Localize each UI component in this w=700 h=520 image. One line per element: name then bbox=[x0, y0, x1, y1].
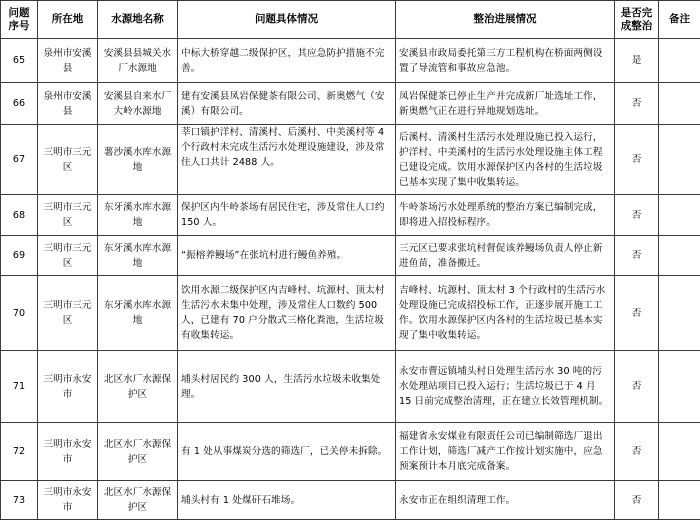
note-cell bbox=[659, 276, 700, 351]
progress-cell: 凤岩保健茶已停止生产并完成新厂址选址工作，新奥燃气正在进行异地规划选址。 bbox=[396, 83, 615, 125]
done-cell: 否 bbox=[615, 195, 659, 236]
progress-cell: 后溪村、清溪村生活污水处理设施已投入运行，护洋村、中美溪村的生活污水处理设施主体工程已建设完成。饮用水源保护区内各村的生活垃圾已基本实现了集中收集转运。 bbox=[396, 125, 615, 195]
progress-cell: 永安市正在组织清理工作。 bbox=[396, 481, 615, 520]
progress-cell: 永安市曹远镇埔头村日处理生活污水 30 吨的污水处理站项目已投入运行；生活垃圾已于 4 月 15 日前完成整治清理，正在建立长效管理机制。 bbox=[396, 351, 615, 423]
table-row bbox=[1, 481, 700, 520]
location-cell: 泉州市安溪县 bbox=[38, 83, 98, 125]
problem-cell: 埔头村居民约 300 人，生活污水垃圾未收集处理。 bbox=[178, 351, 396, 423]
done-cell: 否 bbox=[615, 351, 659, 423]
progress-cell: 福建省永安煤业有限责任公司已编制筛选厂退出工作计划，筛选厂减产工作按计划实施中，应急预案预计本月底完成备案。 bbox=[396, 423, 615, 481]
problem-cell: 饮用水源二级保护区内吉峰村、坑源村、顶太村生活污水未集中处理，涉及常住人口数约 500 人，已建有 70 户分散式三格化粪池，生活垃圾有收集转运。 bbox=[178, 276, 396, 351]
note-cell bbox=[659, 481, 700, 520]
header-problem: 问题具体情况 bbox=[178, 1, 396, 39]
note-cell bbox=[659, 236, 700, 276]
progress-cell: 安溪县市政局委托第三方工程机构在桥面两侧设置了导流管和事故应急池。 bbox=[396, 39, 615, 83]
row-number: 65 bbox=[1, 39, 38, 83]
water-source-cell: 东牙溪水库水源地 bbox=[98, 236, 178, 276]
row-number: 67 bbox=[1, 125, 38, 195]
note-cell bbox=[659, 83, 700, 125]
done-cell: 否 bbox=[615, 83, 659, 125]
location-cell: 三明市永安市 bbox=[38, 481, 98, 520]
problem-cell: 保护区内牛岭茶场有居民住宅，涉及常住人口约 150 人。 bbox=[178, 195, 396, 236]
header-no: 问题序号 bbox=[1, 1, 38, 39]
problem-cell: “振榕养鳗场”在张坑村进行鳗鱼养殖。 bbox=[178, 236, 396, 276]
row-number: 70 bbox=[1, 276, 38, 351]
water-source-cell: 东牙溪水库水源地 bbox=[98, 195, 178, 236]
header-done: 是否完成整治 bbox=[615, 1, 659, 39]
problem-cell: 莘口镇护洋村、清溪村、后溪村、中美溪村等 4 个行政村未完成生活污水处理设施建设，涉及常住人口共计 2488 人。 bbox=[178, 125, 396, 195]
done-cell: 否 bbox=[615, 125, 659, 195]
water-source-cell: 北区水厂水源保护区 bbox=[98, 423, 178, 481]
problem-cell: 建有安溪县凤岩保健茶有限公司、新奥燃气（安溪）有限公司。 bbox=[178, 83, 396, 125]
location-cell: 三明市三元区 bbox=[38, 125, 98, 195]
header-progress: 整治进展情况 bbox=[396, 1, 615, 39]
header-note: 备注 bbox=[659, 1, 700, 39]
header-row bbox=[1, 1, 700, 39]
water-source-cell: 薯沙溪水库水源地 bbox=[98, 125, 178, 195]
note-cell bbox=[659, 125, 700, 195]
water-source-cell: 北区水厂水源保护区 bbox=[98, 351, 178, 423]
problem-cell: 埔头村有 1 处煤矸石堆场。 bbox=[178, 481, 396, 520]
done-cell: 否 bbox=[615, 276, 659, 351]
table-row bbox=[1, 351, 700, 423]
location-cell: 泉州市安溪县 bbox=[38, 39, 98, 83]
table-row bbox=[1, 39, 700, 83]
location-cell: 三明市三元区 bbox=[38, 236, 98, 276]
done-cell: 是 bbox=[615, 39, 659, 83]
progress-cell: 三元区已要求张坑村督促该养鳗场负责人停止新进鱼苗，准备搬迁。 bbox=[396, 236, 615, 276]
header-location: 所在地 bbox=[38, 1, 98, 39]
progress-cell: 吉峰村、坑源村、顶太村 3 个行政村的生活污水处理设施已完成招投标工作，正逐步展开施工工作。饮用水源保护区内各村的生活垃圾已基本实现了集中收集转运。 bbox=[396, 276, 615, 351]
table-row bbox=[1, 83, 700, 125]
table-row bbox=[1, 236, 700, 276]
location-cell: 三明市永安市 bbox=[38, 423, 98, 481]
row-number: 66 bbox=[1, 83, 38, 125]
problem-cell: 有 1 处从事煤炭分选的筛选厂，已关停未拆除。 bbox=[178, 423, 396, 481]
water-source-cell: 北区水厂水源保护区 bbox=[98, 481, 178, 520]
done-cell: 否 bbox=[615, 236, 659, 276]
table-row bbox=[1, 195, 700, 236]
done-cell: 否 bbox=[615, 481, 659, 520]
row-number: 71 bbox=[1, 351, 38, 423]
water-source-cell: 安溪县自来水厂大岭水源地 bbox=[98, 83, 178, 125]
row-number: 72 bbox=[1, 423, 38, 481]
location-cell: 三明市三元区 bbox=[38, 276, 98, 351]
water-source-cell: 东牙溪水库水源地 bbox=[98, 276, 178, 351]
table-row bbox=[1, 423, 700, 481]
progress-cell: 牛岭茶场污水处理系统的整治方案已编制完成，即将进入招投标程序。 bbox=[396, 195, 615, 236]
location-cell: 三明市永安市 bbox=[38, 351, 98, 423]
done-cell: 否 bbox=[615, 423, 659, 481]
header-water-source: 水源地名称 bbox=[98, 1, 178, 39]
problem-cell: 中标大桥穿越二级保护区，其应急防护措施不完善。 bbox=[178, 39, 396, 83]
table-row bbox=[1, 276, 700, 351]
note-cell bbox=[659, 195, 700, 236]
table-row bbox=[1, 125, 700, 195]
note-cell bbox=[659, 351, 700, 423]
location-cell: 三明市三元区 bbox=[38, 195, 98, 236]
row-number: 73 bbox=[1, 481, 38, 520]
note-cell bbox=[659, 39, 700, 83]
water-source-cell: 安溪县县城关水厂水源地 bbox=[98, 39, 178, 83]
row-number: 68 bbox=[1, 195, 38, 236]
row-number: 69 bbox=[1, 236, 38, 276]
note-cell bbox=[659, 423, 700, 481]
